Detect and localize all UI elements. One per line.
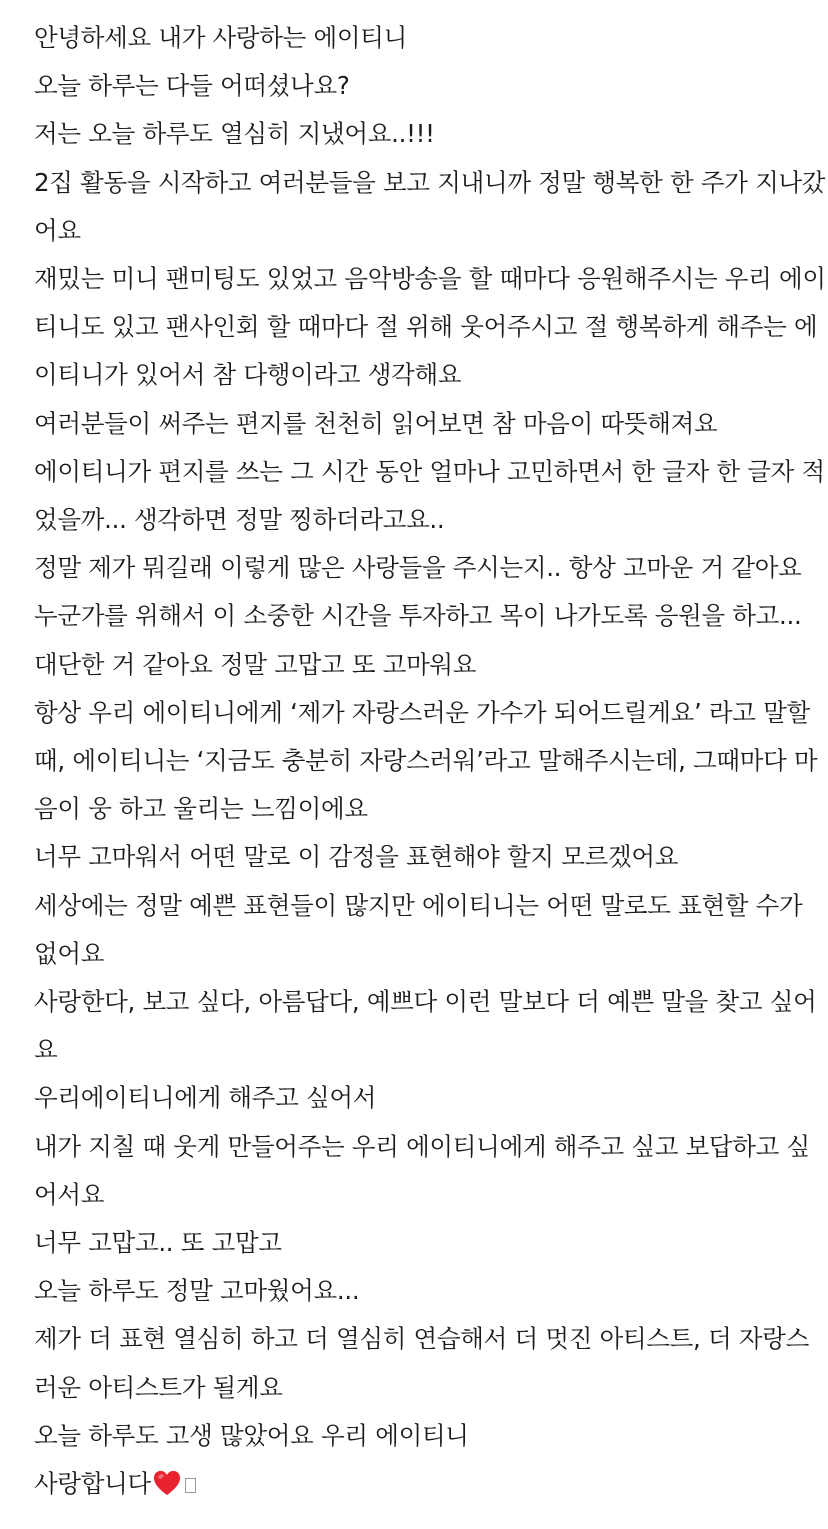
closing-text: 사랑합니다 xyxy=(34,1469,151,1499)
letter-line: 어요 xyxy=(34,215,81,245)
letter-line: 때, 에이티니는 ‘지금도 충분히 자랑스러워’라고 말해주시는데, 그때마다 마 xyxy=(34,746,818,776)
letter-line: 세상에는 정말 예쁜 표현들이 많지만 에이티니는 어떤 말로도 표현할 수가 xyxy=(34,890,803,920)
missing-glyph-icon xyxy=(185,1478,196,1493)
letter-line: 러운 아티스트가 될게요 xyxy=(34,1372,283,1402)
letter-line: 에이티니가 편지를 쓰는 그 시간 동안 얼마나 고민하면서 한 글자 한 글자 적 xyxy=(34,456,825,486)
letter-line: 정말 제가 뭐길래 이렇게 많은 사랑들을 주시는지.. 항상 고마운 거 같아요 xyxy=(34,553,802,583)
letter-line: 사랑한다, 보고 싶다, 아름답다, 예쁘다 이런 말보다 더 예쁜 말을 찾고 싶어 xyxy=(34,987,817,1017)
letter-line: 없어요 xyxy=(34,938,105,968)
letter-line: 어서요 xyxy=(34,1179,105,1209)
letter-line: 여러분들이 써주는 편지를 천천히 읽어보면 참 마음이 따뜻해져요 xyxy=(34,408,718,438)
letter-line: 오늘 하루는 다들 어떠셨나요? xyxy=(34,71,350,101)
letter-body xyxy=(34,14,826,1508)
letter-line: 저는 오늘 하루도 열심히 지냈어요..!!! xyxy=(34,119,435,149)
letter-line: 요 xyxy=(34,1035,58,1065)
letter-line: 오늘 하루도 정말 고마웠어요... xyxy=(34,1276,360,1306)
letter-line: 너무 고마워서 어떤 말로 이 감정을 표현해야 할지 모르겠어요 xyxy=(34,842,679,872)
letter-line: 재밌는 미니 팬미팅도 있었고 음악방송을 할 때마다 응원해주시는 우리 에이 xyxy=(34,264,826,294)
letter-line: 음이 웅 하고 울리는 느낌이에요 xyxy=(34,794,368,824)
letter-line: 티니도 있고 팬사인회 할 때마다 절 위해 웃어주시고 절 행복하게 해주는 에 xyxy=(34,312,818,342)
letter-line: 너무 고맙고.. 또 고맙고 xyxy=(34,1228,282,1258)
letter-line: 대단한 거 같아요 정말 고맙고 또 고마워요 xyxy=(34,649,477,679)
letter-line: 제가 더 표현 열심히 하고 더 열심히 연습해서 더 멋진 아티스트, 더 자랑스 xyxy=(34,1324,809,1354)
letter-line: 누군가를 위해서 이 소중한 시간을 투자하고 목이 나가도록 응원을 하고... xyxy=(34,601,802,631)
letter-line: 이티니가 있어서 참 다행이라고 생각해요 xyxy=(34,360,462,390)
letter-line: 안녕하세요 내가 사랑하는 에이티니 xyxy=(34,23,407,52)
letter-line: 우리에이티니에게 해주고 싶어서 xyxy=(34,1083,377,1113)
letter-closing-line xyxy=(34,1460,804,1508)
heart-icon xyxy=(152,1469,182,1497)
letter-line: 내가 지칠 때 웃게 만들어주는 우리 에이티니에게 해주고 싶고 보답하고 싶 xyxy=(34,1131,810,1161)
letter-line: 2집 활동을 시작하고 여러분들을 보고 지내니까 정말 행복한 한 주가 지나갔 xyxy=(34,167,826,197)
letter-line: 항상 우리 에이티니에게 ‘제가 자랑스러운 가수가 되어드릴게요’ 라고 말할 xyxy=(34,697,810,727)
letter-line: 었을까... 생각하면 정말 찡하더라고요.. xyxy=(34,505,445,535)
letter-line: 오늘 하루도 고생 많았어요 우리 에이티니 xyxy=(34,1420,469,1450)
